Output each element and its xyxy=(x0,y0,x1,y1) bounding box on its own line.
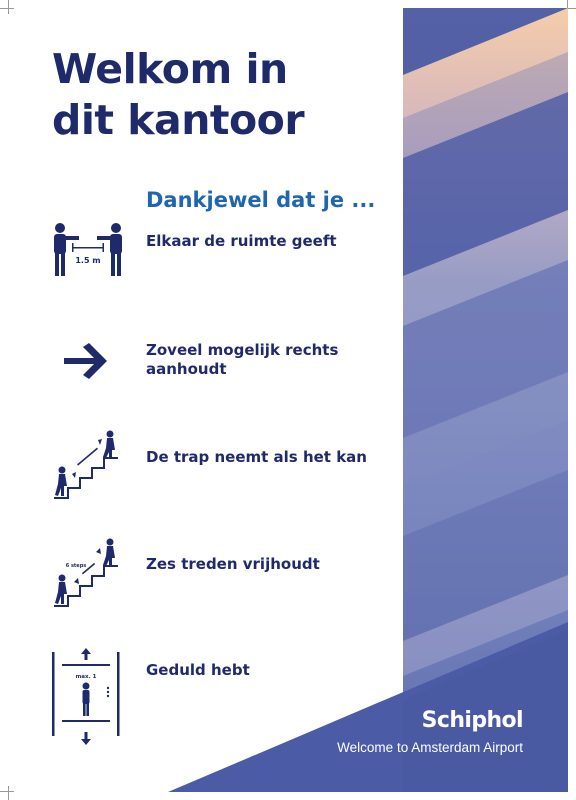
item-label: Zes treden vrijhoudt xyxy=(146,555,320,573)
max-occupancy-label: max. 1 xyxy=(75,674,97,680)
item-label: De trap neemt als het kan xyxy=(146,448,367,466)
list-item-distance xyxy=(146,232,337,251)
stairs-icon xyxy=(52,428,122,500)
six-steps-label: 6 steps xyxy=(65,563,87,569)
stairs-six-steps-icon xyxy=(52,536,122,608)
elevator-icon xyxy=(52,648,122,746)
subtitle: Dankjewel dat je ... xyxy=(146,188,376,212)
title-line-1: Welkom in xyxy=(52,45,288,93)
item-label: Elkaar de ruimte geeft xyxy=(146,232,337,250)
arrow-right-icon xyxy=(64,343,108,379)
list-item-keep-right xyxy=(146,341,346,379)
list-item-patience xyxy=(146,661,250,680)
item-label: Zoveel mogelijk rechts aanhoudt xyxy=(146,341,339,378)
title-line-2: dit kantoor xyxy=(52,96,305,144)
social-distance-icon xyxy=(52,222,124,278)
list-item-stairs xyxy=(146,448,367,467)
page-title xyxy=(52,44,304,146)
list-item-six-steps xyxy=(146,555,320,574)
brand-logo: Schiphol xyxy=(421,708,523,733)
brand-tagline: Welcome to Amsterdam Airport xyxy=(337,740,523,755)
item-label: Geduld hebt xyxy=(146,661,250,679)
distance-label: 1.5 m xyxy=(75,256,101,265)
